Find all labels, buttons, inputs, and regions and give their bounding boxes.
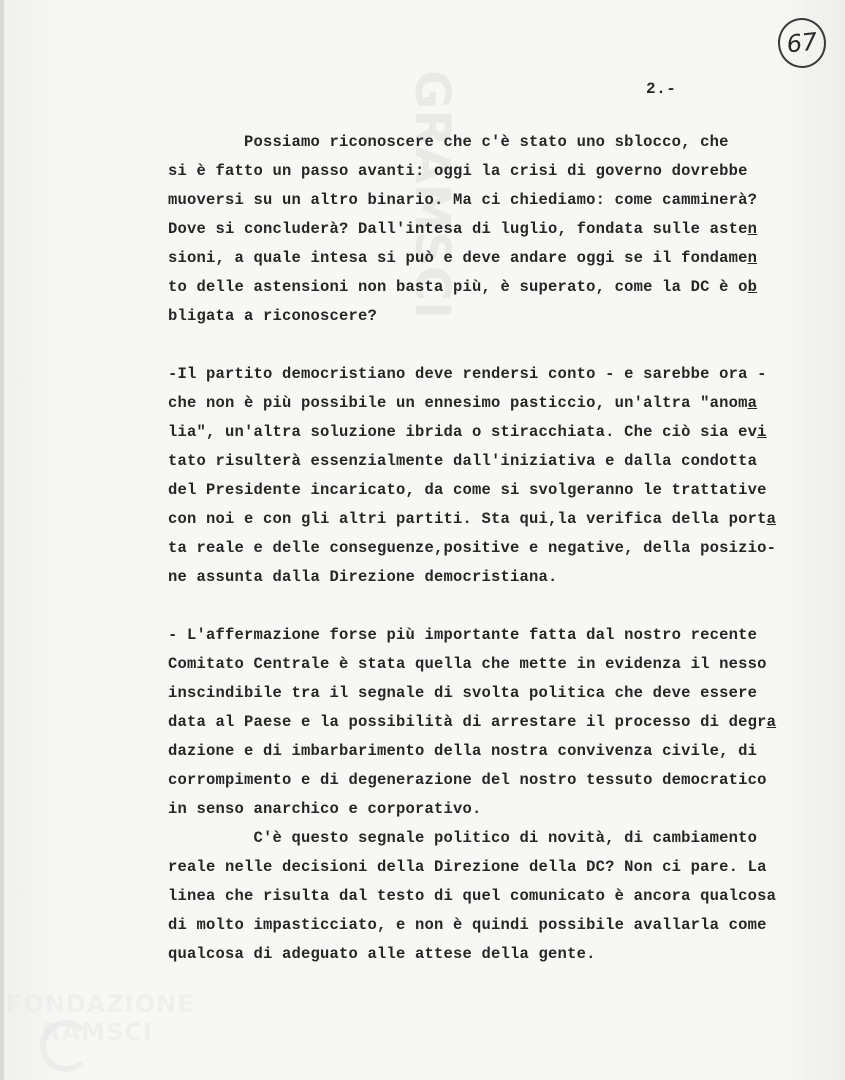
line-text: linea che risulta dal testo di quel comunicato è ancora qualcosa — [168, 887, 777, 905]
line-text: ne assunta dalla Direzione democristiana. — [168, 568, 558, 586]
hyphenation-underlined-letter: a — [747, 394, 758, 412]
line-text: data al Paese e la possibilità di arrestare il processo di degr — [168, 713, 767, 731]
line-text: ta reale e delle conseguenze,positive e negative, della posizio- — [168, 539, 777, 557]
line-text: in senso anarchico e corporativo. — [168, 800, 482, 818]
text-line — [168, 186, 818, 215]
text-line — [168, 824, 818, 853]
line-text: reale nelle decisioni della Direzione della DC? Non ci pare. La — [168, 858, 767, 876]
paragraph-gap — [168, 331, 818, 360]
text-line — [168, 650, 818, 679]
text-line — [168, 302, 818, 331]
text-line — [168, 882, 818, 911]
paragraph — [168, 360, 818, 592]
line-text: C'è questo segnale politico di novità, di cambiamento — [168, 829, 758, 847]
text-line — [168, 244, 818, 273]
line-text: del Presidente incaricato, da come si svolgeranno le trattative — [168, 481, 767, 499]
line-text: si è fatto un passo avanti: oggi la crisi di governo dovrebbe — [168, 162, 748, 180]
hyphenation-underlined-letter: i — [757, 423, 767, 441]
text-line — [168, 853, 818, 882]
archive-watermark: GRAMSCI — [404, 70, 460, 319]
hyphenation-underlined-letter: a — [766, 713, 777, 731]
line-text: -Il partito democristiano deve rendersi conto - e sarebbe ora - — [168, 365, 767, 383]
line-text: Comitato Centrale è stata quella che mette in evidenza il nesso — [168, 655, 767, 673]
text-line — [168, 418, 818, 447]
hyphenation-underlined-letter: b — [747, 278, 758, 296]
logo-line-1: FONDAZIONE — [6, 990, 195, 1018]
paragraph — [168, 128, 818, 331]
text-line — [168, 534, 818, 563]
fondazione-gramsci-logo — [6, 990, 226, 1070]
text-line — [168, 215, 818, 244]
text-line — [168, 679, 818, 708]
text-line — [168, 128, 818, 157]
text-line — [168, 911, 818, 940]
paragraph — [168, 621, 818, 969]
line-text: qualcosa di adeguato alle attese della gente. — [168, 945, 596, 963]
text-line — [168, 621, 818, 650]
line-text: - L'affermazione forse più importante fatta dal nostro recente — [168, 626, 758, 644]
text-line — [168, 563, 818, 592]
text-line — [168, 273, 818, 302]
line-text: con noi e con gli altri partiti. Sta qui,la verifica della port — [168, 510, 767, 528]
line-text: corrompimento e di degenerazione del nostro tessuto democratico — [168, 771, 767, 789]
hyphenation-underlined-letter: n — [747, 220, 758, 238]
text-line — [168, 737, 818, 766]
folio-number: 67 — [776, 16, 829, 71]
paragraph-gap — [168, 592, 818, 621]
text-line — [168, 766, 818, 795]
page-number: 2.- — [646, 80, 677, 98]
line-text: muoversi su un altro binario. Ma ci chiediamo: come camminerà? — [168, 191, 758, 209]
line-text: di molto impasticciato, e non è quindi possibile avallarla come — [168, 916, 767, 934]
hyphenation-underlined-letter: n — [747, 249, 758, 267]
line-text: dazione e di imbarbarimento della nostra convivenza civile, di — [168, 742, 758, 760]
line-text: lia", un'altra soluzione ibrida o stiracchiata. Che ciò sia ev — [168, 423, 758, 441]
text-line — [168, 389, 818, 418]
line-text: to delle astensioni non basta più, è superato, come la DC è o — [168, 278, 748, 296]
text-line — [168, 360, 818, 389]
line-text: Possiamo riconoscere che c'è stato uno sblocco, che — [168, 133, 729, 151]
logo-line-2: RAMSCI — [42, 1018, 153, 1046]
line-text: che non è più possibile un ennesimo pasticcio, un'altra "anom — [168, 394, 748, 412]
text-line — [168, 447, 818, 476]
line-text: bligata a riconoscere? — [168, 307, 378, 325]
text-line — [168, 157, 818, 186]
page-edge — [0, 0, 4, 1080]
text-line — [168, 708, 818, 737]
text-line — [168, 505, 818, 534]
text-line — [168, 795, 818, 824]
line-text: Dove si concluderà? Dall'intesa di luglio, fondata sulle aste — [168, 220, 748, 238]
hyphenation-underlined-letter: a — [766, 510, 777, 528]
line-text: tato risulterà essenzialmente dall'iniziativa e dalla condotta — [168, 452, 758, 470]
text-line — [168, 940, 818, 969]
typed-body-text — [168, 128, 818, 969]
line-text: inscindibile tra il segnale di svolta politica che deve essere — [168, 684, 758, 702]
line-text: sioni, a quale intesa si può e deve andare oggi se il fondame — [168, 249, 748, 267]
text-line — [168, 476, 818, 505]
